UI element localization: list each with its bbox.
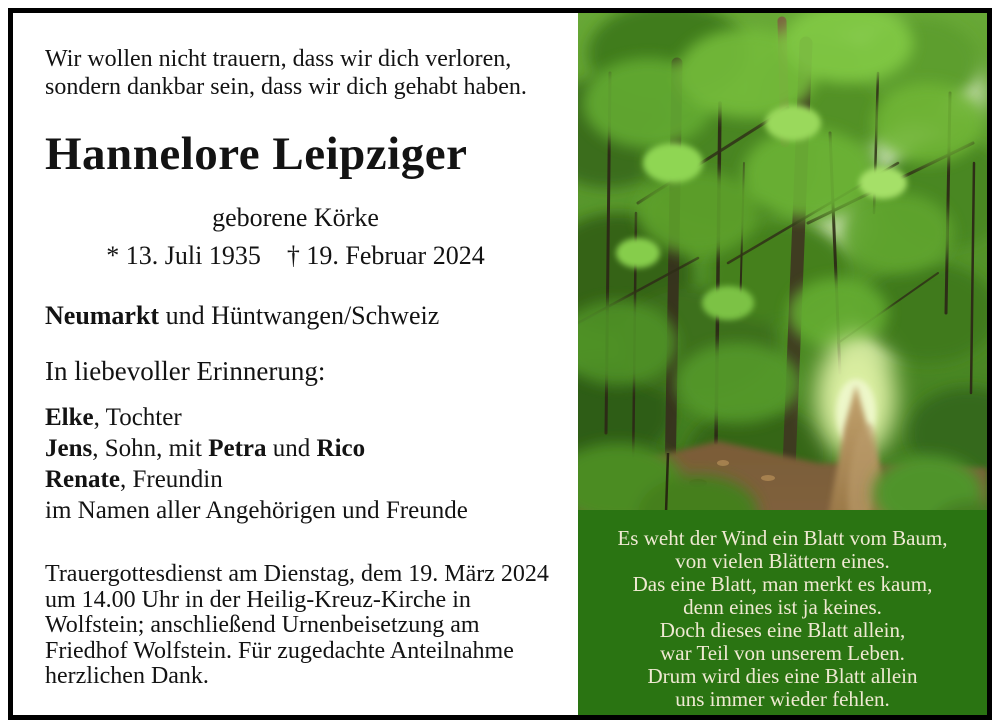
mourner-line: Jens, Sohn, mit Petra und Rico	[45, 435, 366, 462]
poem-line: Das eine Blatt, man merkt es kaum,	[632, 572, 933, 596]
forest-path-photo	[578, 13, 987, 715]
residence-city: Neumarkt	[45, 301, 160, 330]
service-line: Friedhof Wolfstein. Für zugedachte Anteilnahme	[45, 637, 514, 664]
service-line: Trauergottesdienst am Dienstag, dem 19. März 2024	[45, 561, 549, 587]
poem-line: Doch dieses eine Blatt allein,	[659, 618, 906, 642]
maiden-name: geborene Körke	[212, 203, 379, 232]
poem-line: war Teil von unserem Leben.	[660, 641, 905, 665]
poem-line: von vielen Blättern eines.	[675, 549, 890, 573]
poem-line: Drum wird dies eine Blatt allein	[647, 664, 918, 688]
poem-line: Es weht der Wind ein Blatt vom Baum,	[617, 526, 948, 550]
mourner-line: Elke, Tochter	[45, 404, 182, 431]
service-line: Wolfstein; anschließend Urnenbeisetzung am	[45, 612, 480, 638]
birth-date: * 13. Juli 1935	[106, 241, 261, 270]
mourners-list	[45, 402, 468, 526]
mourner-line: im Namen aller Angehörigen und Freunde	[45, 497, 468, 524]
poem-line: uns immer wieder fehlen.	[675, 687, 890, 711]
opening-line: Wir wollen nicht trauern, dass wir dich verloren,	[45, 46, 512, 72]
opening-verse	[45, 45, 527, 101]
service-line: herzlichen Dank.	[45, 663, 209, 689]
mourner-line: Renate, Freundin	[45, 466, 223, 493]
service-details	[45, 562, 549, 690]
memory-heading: In liebevoller Erinnerung:	[45, 356, 326, 386]
service-line: um 14.00 Uhr in der Heilig-Kreuz-Kirche in	[45, 586, 471, 613]
poem-line: denn eines ist ja keines.	[683, 595, 882, 619]
deceased-name: Hannelore Leipziger	[45, 128, 468, 180]
residence-rest: und Hüntwangen/Schweiz	[159, 301, 440, 330]
death-date: † 19. Februar 2024	[286, 241, 485, 270]
text-panel	[13, 13, 578, 715]
memorial-card	[8, 8, 992, 720]
life-dates	[13, 241, 578, 271]
poem-box	[578, 510, 987, 715]
opening-line: sondern dankbar sein, dass wir dich gehabt haben.	[45, 74, 527, 100]
residence-line	[45, 301, 439, 331]
